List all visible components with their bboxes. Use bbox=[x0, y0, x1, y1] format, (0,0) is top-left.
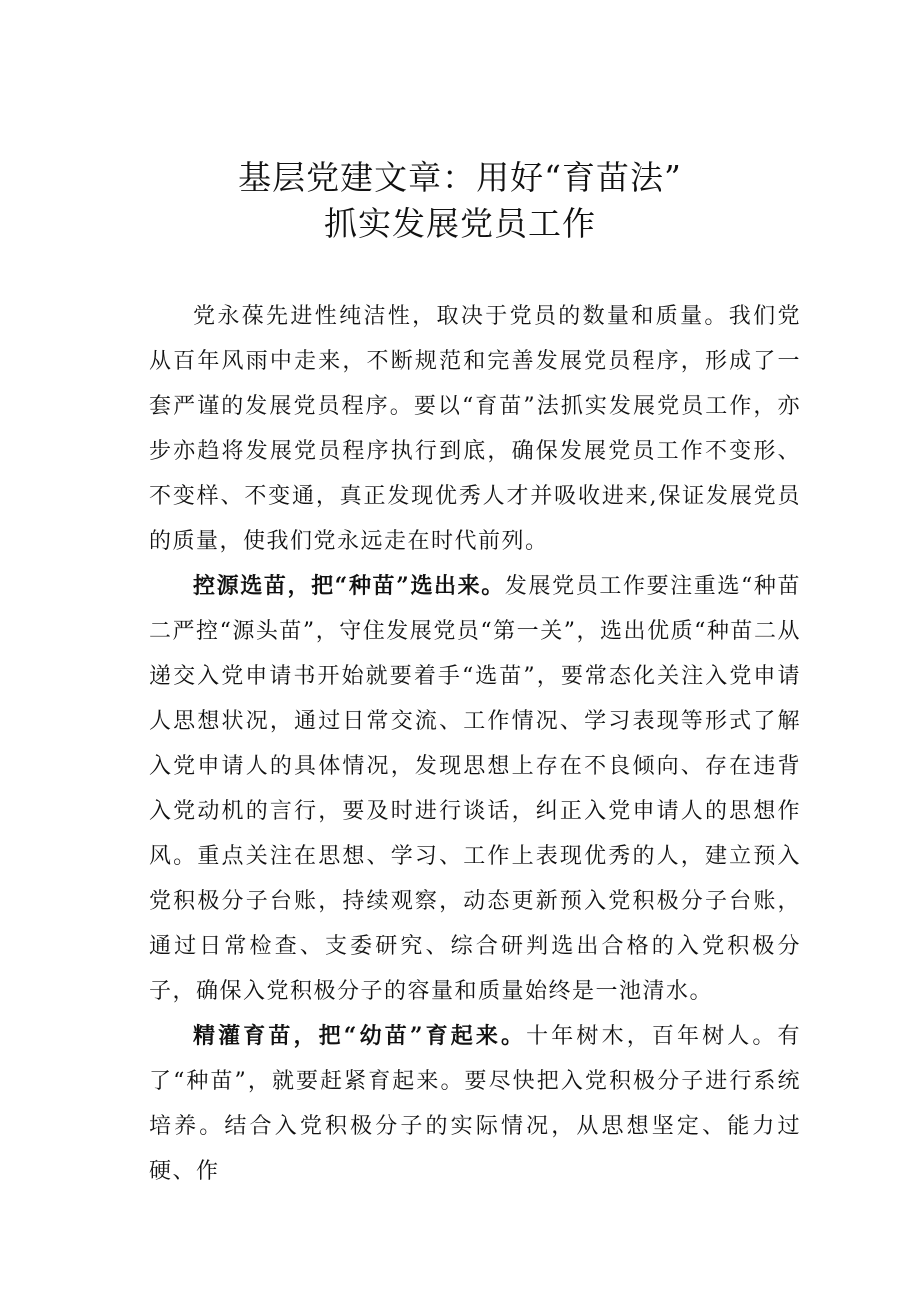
paragraph-lead: 精灌育苗，把“幼苗”育起来。 bbox=[193, 1023, 527, 1049]
paragraph-nurture-seedlings bbox=[149, 1014, 801, 1194]
paragraph-intro bbox=[149, 294, 801, 564]
paragraph-text: 十年树木，百年树人。有了“种苗”，就要赶紧育起来。要尽快把入党积极分子进行系统培养。结合入党积极分子的实际情况，从思想坚定、能力过硬、作 bbox=[149, 1024, 801, 1184]
document-body bbox=[149, 294, 801, 1194]
paragraph-text: 党永葆先进性纯洁性，取决于党员的数量和质量。我们党从百年风雨中走来，不断规范和完善发展党员程序，形成了一套严谨的发展党员程序。要以“育苗”法抓实发展党员工作，亦步亦趋将发展党员程序执行到底，确保发展党员工作不变形、不变样、不变通，真正发现优秀人才并吸收进来,保证发展党员的质量，使我们党永远走在时代前列。 bbox=[149, 304, 801, 554]
document-title-line-2: 抓实发展党员工作 bbox=[324, 204, 596, 243]
paragraph-lead: 控源选苗，把“种苗”选出来。 bbox=[193, 573, 505, 599]
document-title-line-1: 基层党建文章：用好“育苗法” bbox=[238, 158, 682, 197]
paragraph-text: 发展党员工作要注重选“种苗二严控“源头苗”，守住发展党员“第一关”，选出优质“种苗二从递交入党申请书开始就要着手“选苗”，要常态化关注入党申请人思想状况，通过日常交流、工作情况、学习表现等形式了解入党申请人的具体情况，发现思想上存在不良倾向、存在违背入党动机的言行，要及时进行谈话，纠正入党申请人的思想作风。重点关注在思想、学习、工作上表现优秀的人，建立预入党积极分子台账，持续观察，动态更新预入党积极分子台账，通过日常检查、支委研究、综合研判选出合格的入党积极分子，确保入党积极分子的容量和质量始终是一池清水。 bbox=[149, 574, 802, 1004]
paragraph-select-seedlings bbox=[149, 564, 801, 1014]
